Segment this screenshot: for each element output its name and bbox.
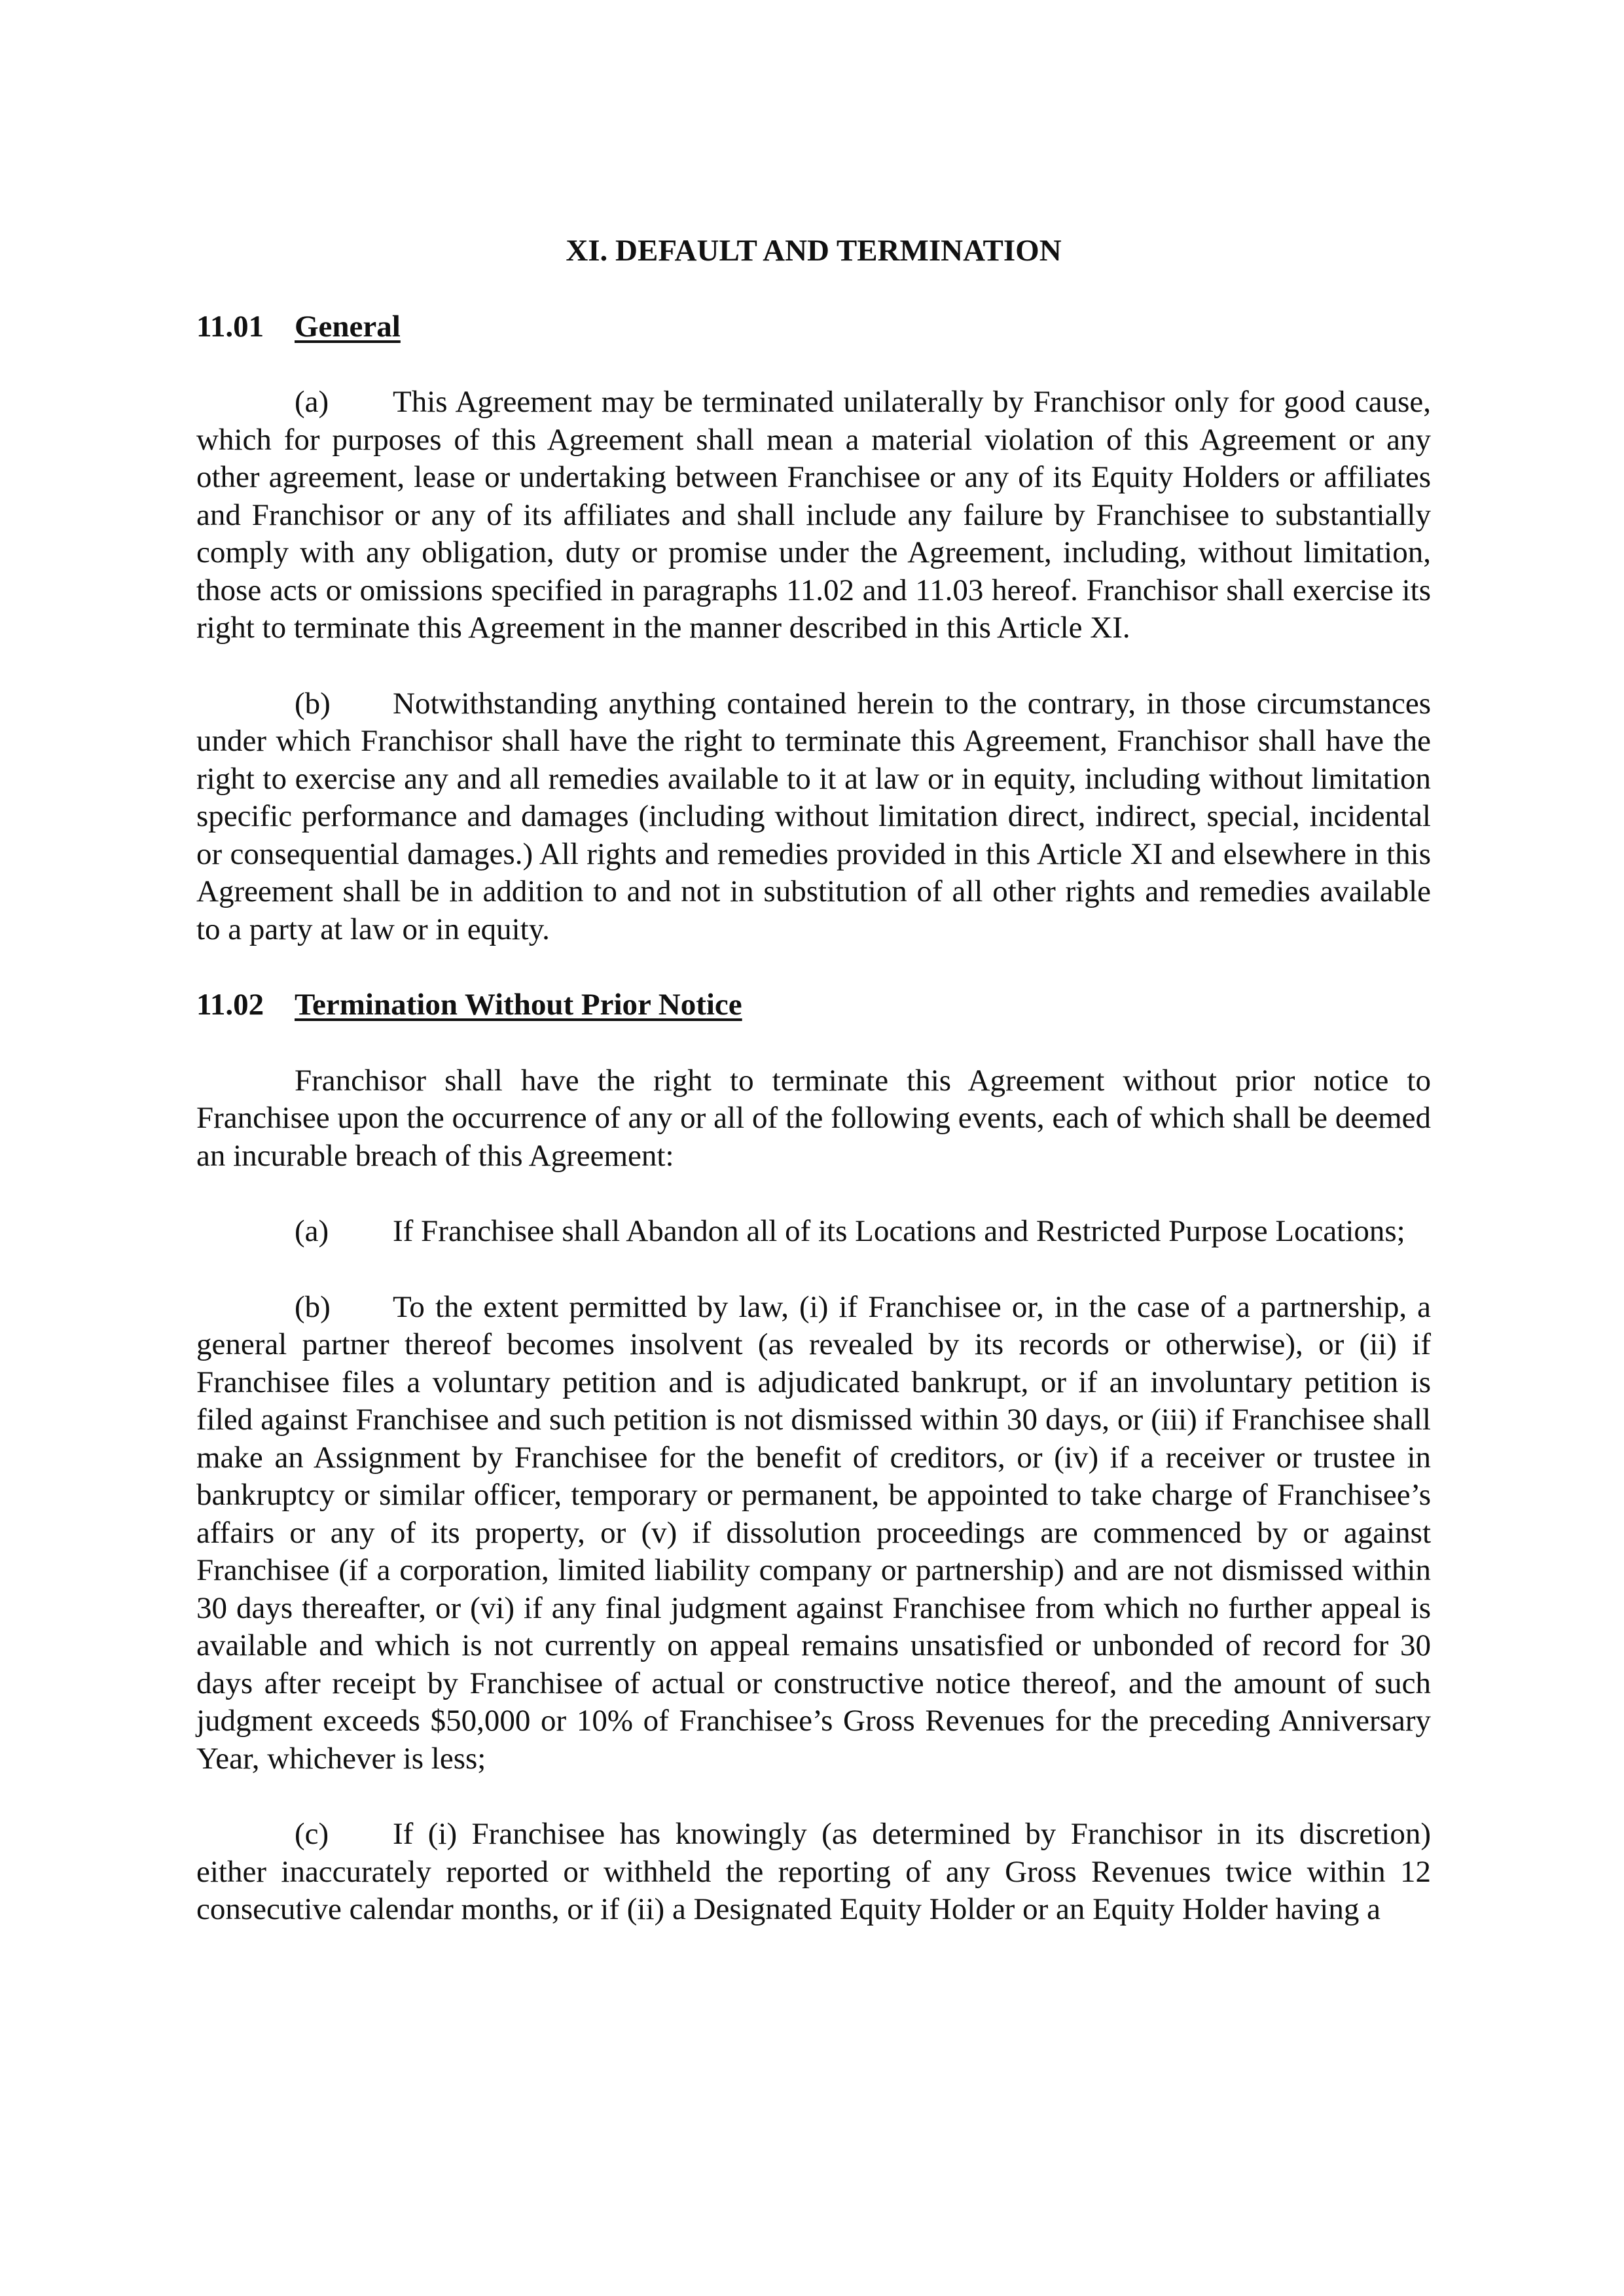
paragraph-text: If (i) Franchisee has knowingly (as determined by Franchisor in its discretion) either inaccurately reported or withheld the reporting of any Gross Revenues twice within 12 consecutive calendar months, or if (ii) a Designated Equity Holder or an Equity Holder having a [196,1817,1431,1926]
article-title: XI. DEFAULT AND TERMINATION [566,234,1062,268]
paragraph-text: To the extent permitted by law, (i) if Franchisee or, in the case of a partnership, a general partner thereof becomes insolvent (as revealed by its records or otherwise), or (ii) if Franchisee files a voluntary petition and is adjudicated bankrupt, or if an involuntary petition is filed against Franchisee and such petition is not dismissed within 30 days, or (iii) if Franchisee shall make an Assignment by Franchisee for the benefit of creditors, or (iv) if a receiver or trustee in bankruptcy or similar officer, temporary or permanent, be appointed to take charge of Franchisee’s affairs or any of its property, or (v) if dissolution proceedings are commenced by or against Franchisee (if a corporation, limited liability company or partnership) and are not dismissed within 30 days thereafter, or (vi) if any final judgment against Franchisee from which no further appeal is available and which is not currently on appeal remains unsatisfied or unbonded of record for 30 days after receipt by Franchisee of actual or constructive notice thereof, and the amount of such judgment exceeds $50,000 or 10% of Franchisee’s Gross Revenues for the preceding Anniversary Year, whichever is less; [196,1289,1431,1776]
paragraph-marker: (c) [295,1817,329,1851]
section-heading-11-02 [196,986,1431,1024]
paragraph-11-02-intro: Franchisor shall have the right to terminate this Agreement without prior notice to Franchisee upon the occurrence of any or all of the following events, each of which shall be deemed an incurable breach of this Agreement: [196,1063,1431,1173]
section-title: General [295,309,401,344]
paragraph-marker: (a) [295,1214,329,1248]
section-number: 11.01 [196,309,264,344]
section-title: Termination Without Prior Notice [295,988,742,1022]
paragraph-marker: (b) [295,686,331,721]
paragraph-text: This Agreement may be terminated unilaterally by Franchisor only for good cause, which for purposes of this Agreement shall mean a material violation of this Agreement or any other agreement, lease or undertaking between Franchisee or any of its Equity Holders or affiliates and Franchisor or any of its affiliates and shall include any failure by Franchisee to substantially comply with any obligation, duty or promise under the Agreement, including, without limitation, those acts or omissions specified in paragraphs 11.02 and 11.03 hereof. Franchisor shall exercise its right to terminate this Agreement in the manner described in this Article XI. [196,385,1431,645]
section-number: 11.02 [196,988,264,1022]
section-heading-11-01 [196,308,1431,346]
paragraph-marker: (b) [295,1289,331,1324]
paragraph-11-02-c [196,1816,1431,1929]
paragraph-marker: (a) [295,385,329,419]
page-content [196,232,1431,1929]
paragraph-11-02-a [196,1213,1431,1251]
paragraph-11-01-a [196,384,1431,647]
paragraph-text: Notwithstanding anything contained herein to the contrary, in those circumstances under which Franchisor shall have the right to terminate this Agreement, Franchisor shall have the right to exercise any and all remedies available to it at law or in equity, including without limitation specific performance and damages (including without limitation direct, indirect, special, incidental or consequential damages.) All rights and remedies provided in this Article XI and elsewhere in this Agreement shall be in addition to and not in substitution of all other rights and remedies available to a party at law or in equity. [196,686,1431,946]
paragraph-11-01-b [196,685,1431,949]
paragraph-text: If Franchisee shall Abandon all of its Locations and Restricted Purpose Locations; [393,1214,1405,1248]
paragraph-11-02-b [196,1289,1431,1778]
